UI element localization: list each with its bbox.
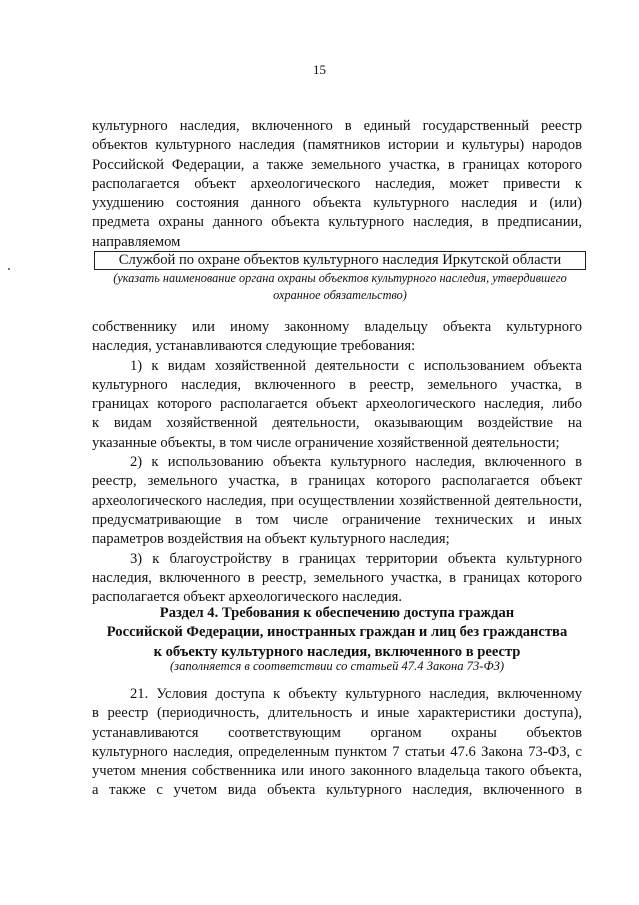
authority-hint	[92, 270, 588, 304]
list-item-2: 2) к использованию объекта культурного наследия, включенного в	[130, 454, 582, 471]
margin-dot	[8, 268, 10, 270]
text-line: реестр, земельного участка, в границах которого располагается объект	[92, 473, 582, 490]
text-line: располагается объект археологического наследия.	[92, 589, 403, 606]
text-line: предусматривающие в том числе ограничение технических и иных	[92, 511, 582, 528]
list-item-3: 3) к благоустройству в границах территории объекта культурного	[130, 550, 582, 567]
hint-line: охранное обязательство)	[273, 288, 407, 302]
text-line: наследия, устанавливаются следующие требования:	[92, 338, 416, 355]
text-line: объектов культурного наследия (памятников истории и культуры) народов	[92, 137, 582, 154]
text-line: указанные объекты, в том числе ограничение хозяйственной деятельности;	[92, 434, 560, 451]
text-line: Российской Федерации, а также земельного участка, в границах которого	[92, 156, 582, 173]
hint-line: (указать наименование органа охраны объектов культурного наследия, утвердившего	[113, 271, 567, 285]
text-line: параметров воздействия на объект культурного наследия;	[92, 531, 450, 548]
text-line: наследия, включенного в реестр, земельного участка, в границах которого	[92, 569, 582, 586]
text-line: в реестр (периодичность, длительность и иные характеристики доступа),	[92, 705, 582, 722]
section-title-line: Российской Федерации, иностранных граждан и лиц без гражданства	[106, 624, 568, 641]
text-line: учетом мнения собственника или иного законного владельца такого объекта,	[92, 763, 582, 780]
text-line: располагается объект археологического наследия, может привести к	[92, 175, 582, 192]
text-line: предмета охраны данного объекта культурного наследия, в предписании,	[92, 214, 582, 231]
requirements-block	[92, 318, 582, 607]
section-title-line: к объекту культурного наследия, включенного в реестр	[153, 643, 521, 660]
list-item-1: 1) к видам хозяйственной деятельности с использованием объекта	[130, 357, 582, 374]
page-number: 15	[313, 62, 326, 77]
paragraph-intro	[92, 117, 582, 252]
clause-21	[92, 685, 582, 801]
text-line: направляемом	[92, 233, 181, 250]
text-line: собственнику или иному законному владельцу объекта культурного	[92, 319, 582, 335]
section-title-line: Раздел 4. Требования к обеспечению доступа граждан	[159, 605, 515, 621]
text-line: культурного наследия, включенного в единый государственный реестр	[92, 118, 582, 134]
text-line: 21. Условия доступа к объекту культурного наследия, включенному	[130, 686, 582, 702]
text-line: ухудшению состояния данного объекта культурного наследия и (или)	[92, 195, 582, 212]
text-line: устанавливаются соответствующим органом охраны объектов	[92, 724, 582, 741]
section-heading	[92, 604, 582, 662]
section-note: (заполняется в соответствии со статьей 47.4 Закона 73-ФЗ)	[169, 659, 505, 673]
authority-name-field: Службой по охране объектов культурного наследия Иркутской области	[94, 251, 586, 270]
text-line: культурного наследия, определенным пунктом 7 статьи 47.6 Закона 73-ФЗ, с	[92, 743, 582, 760]
text-line: а также с учетом вида объекта культурного наследия, включенного в	[92, 782, 582, 799]
text-line: к видам хозяйственной деятельности, оказывающим воздействие на	[92, 415, 582, 432]
text-line: границах которого располагается объект археологического наследия, либо	[92, 396, 582, 413]
text-line: археологического наследия, при осуществлении хозяйственной деятельности,	[92, 492, 582, 509]
text-line: культурного наследия, включенного в реестр, земельного участка, в	[92, 376, 582, 393]
